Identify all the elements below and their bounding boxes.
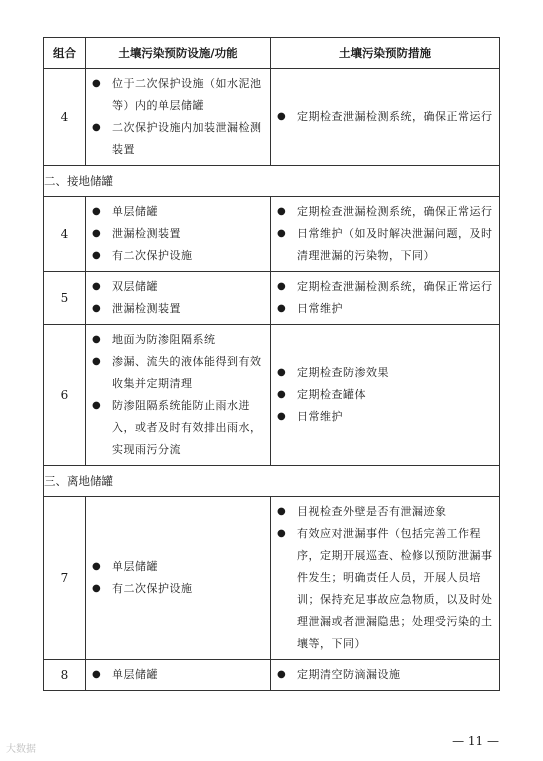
section-row — [44, 166, 500, 197]
soil-pollution-table — [43, 37, 500, 691]
section-title: 三、离地储罐 — [44, 466, 500, 497]
bullet-item: ● 防渗阻隔系统能防止雨水进入，或者及时有效排出雨水，实现雨污分流 — [86, 395, 266, 461]
table-row — [44, 69, 500, 166]
facilities-list — [86, 197, 270, 271]
measures-list — [271, 102, 499, 132]
header-group: 组合 — [44, 38, 86, 69]
table-header-row — [44, 38, 500, 69]
bullet-item: ● 目视检查外壁是否有泄漏迹象 — [271, 501, 495, 523]
facilities-cell — [86, 660, 271, 691]
table-row — [44, 272, 500, 325]
bullet-item: ● 双层储罐 — [86, 276, 266, 298]
table-row — [44, 197, 500, 272]
table-row — [44, 660, 500, 691]
facilities-cell — [86, 197, 271, 272]
measures-cell — [271, 660, 500, 691]
bullet-item: ● 日常维护 — [271, 298, 495, 320]
header-facilities: 土壤污染预防设施/功能 — [86, 38, 271, 69]
header-measures: 土壤污染预防措施 — [271, 38, 500, 69]
page-number: — 11 — — [452, 734, 499, 748]
facilities-cell — [86, 272, 271, 325]
facilities-list — [86, 552, 270, 604]
bullet-item: ● 日常维护（如及时解决泄漏问题，及时清理泄漏的污染物，下同） — [271, 223, 495, 267]
bullet-item: ● 单层储罐 — [86, 556, 266, 578]
bullet-item: ● 泄漏检测装置 — [86, 223, 266, 245]
facilities-list — [86, 272, 270, 324]
bullet-item: ● 位于二次保护设施（如水泥池等）内的单层储罐 — [86, 73, 266, 117]
measures-list — [271, 660, 499, 690]
bullet-item: ● 地面为防渗阻隔系统 — [86, 329, 266, 351]
facilities-cell — [86, 325, 271, 466]
bullet-item: ● 定期检查泄漏检测系统，确保正常运行 — [271, 106, 495, 128]
bullet-item: ● 泄漏检测装置 — [86, 298, 266, 320]
facilities-cell — [86, 497, 271, 660]
group-number: 4 — [44, 69, 86, 166]
measures-cell — [271, 69, 500, 166]
table-row — [44, 497, 500, 660]
group-number: 8 — [44, 660, 86, 691]
measures-cell — [271, 325, 500, 466]
group-number: 6 — [44, 325, 86, 466]
bullet-item: ● 定期检查泄漏检测系统，确保正常运行 — [271, 276, 495, 298]
bullet-item: ● 单层储罐 — [86, 664, 266, 686]
facilities-list — [86, 69, 270, 165]
section-title: 二、接地储罐 — [44, 166, 500, 197]
group-number: 7 — [44, 497, 86, 660]
table-row — [44, 325, 500, 466]
bullet-item: ● 定期检查泄漏检测系统，确保正常运行 — [271, 201, 495, 223]
bullet-item: ● 有效应对泄漏事件（包括完善工作程序，定期开展巡查、检修以预防泄漏事件发生；明确责任人员，开展人员培训；保持充足事故应急物质，以及时处理泄漏或者泄漏隐患；处理受污染的土壤等，下同） — [271, 523, 495, 655]
group-number: 4 — [44, 197, 86, 272]
facilities-list — [86, 660, 270, 690]
bullet-item: ● 渗漏、流失的液体能得到有效收集并定期清理 — [86, 351, 266, 395]
watermark: 大数据 — [6, 744, 36, 755]
measures-list — [271, 197, 499, 271]
bullet-item: ● 二次保护设施内加装泄漏检测装置 — [86, 117, 266, 161]
bullet-item: ● 定期清空防滴漏设施 — [271, 664, 495, 686]
measures-list — [271, 272, 499, 324]
measures-list — [271, 358, 499, 432]
bullet-item: ● 有二次保护设施 — [86, 578, 266, 600]
facilities-list — [86, 325, 270, 465]
measures-cell — [271, 497, 500, 660]
section-row — [44, 466, 500, 497]
group-number: 5 — [44, 272, 86, 325]
bullet-item: ● 定期检查防渗效果 — [271, 362, 495, 384]
measures-list — [271, 497, 499, 659]
measures-cell — [271, 197, 500, 272]
facilities-cell — [86, 69, 271, 166]
bullet-item: ● 有二次保护设施 — [86, 245, 266, 267]
bullet-item: ● 单层储罐 — [86, 201, 266, 223]
bullet-item: ● 定期检查罐体 — [271, 384, 495, 406]
measures-cell — [271, 272, 500, 325]
bullet-item: ● 日常维护 — [271, 406, 495, 428]
